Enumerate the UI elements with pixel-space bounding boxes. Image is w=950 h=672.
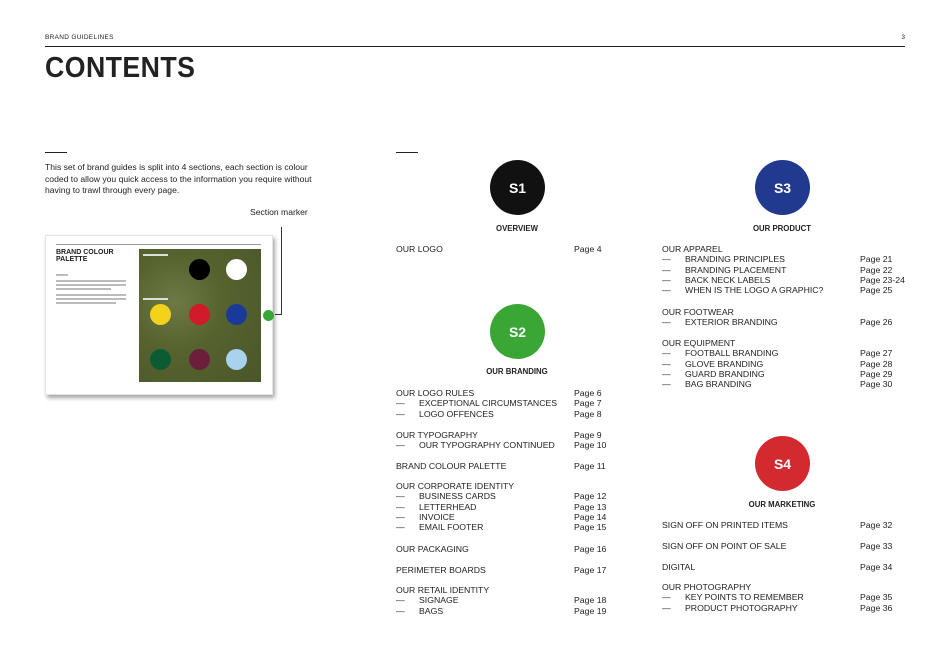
page-number: 3 bbox=[901, 34, 905, 41]
section-badge-s3[interactable]: S3 bbox=[755, 160, 810, 215]
toc-entry[interactable] bbox=[396, 491, 626, 501]
toc-entry-page: Page 13 bbox=[574, 501, 607, 512]
toc-entry[interactable] bbox=[662, 603, 912, 613]
section-badge-s2[interactable]: S2 bbox=[490, 304, 545, 359]
section-name-s2: OUR BRANDING bbox=[486, 367, 548, 376]
sample-page-thumbnail bbox=[45, 235, 273, 395]
toc-entry[interactable] bbox=[396, 481, 626, 491]
toc-group bbox=[396, 244, 626, 254]
swatch-maroon bbox=[189, 349, 210, 370]
toc-entry-label: DIGITAL bbox=[662, 562, 696, 572]
thumbnail-text-line bbox=[56, 284, 126, 286]
section-name-s4: OUR MARKETING bbox=[748, 500, 816, 509]
toc-entry-page bbox=[860, 338, 912, 348]
toc-group bbox=[396, 585, 626, 616]
toc-entry-label: — EXTERIOR BRANDING bbox=[662, 317, 860, 327]
intro-text: This set of brand guides is split into 4 sections, each section is colour coded to allow you quick access to the information you require without having to trawl through every page. bbox=[45, 162, 312, 195]
toc-group bbox=[662, 244, 912, 295]
toc-entry-label: — FOOTBALL BRANDING bbox=[662, 348, 860, 358]
intro-dash bbox=[45, 152, 67, 153]
toc-entry-page: Page 17 bbox=[574, 565, 607, 575]
thumbnail-text-line bbox=[56, 288, 111, 290]
toc-entry[interactable] bbox=[396, 544, 626, 554]
toc-entry[interactable] bbox=[662, 348, 912, 358]
toc-entry-page: Page 4 bbox=[574, 244, 602, 254]
toc-entry-label: OUR CORPORATE IDENTITY bbox=[396, 481, 515, 491]
toc-entry-label: — BRANDING PLACEMENT bbox=[662, 265, 860, 275]
toc-entry-label: — INVOICE bbox=[396, 512, 574, 522]
toc-entry-label: OUR TYPOGRAPHY bbox=[396, 430, 478, 440]
toc-entry[interactable] bbox=[396, 512, 626, 522]
thumbnail-title-line1: BRAND COLOUR bbox=[56, 249, 114, 256]
toc-entry[interactable] bbox=[396, 244, 626, 254]
toc-entry-page: Page 12 bbox=[574, 491, 607, 502]
toc-entry-label: OUR RETAIL IDENTITY bbox=[396, 585, 490, 595]
toc-entry-page: Page 15 bbox=[574, 522, 607, 533]
toc-entry[interactable] bbox=[662, 275, 912, 285]
thumbnail-text-line bbox=[56, 302, 116, 304]
toc-entry-label: — GUARD BRANDING bbox=[662, 369, 860, 379]
toc-group bbox=[396, 544, 626, 554]
thumbnail-text-line bbox=[56, 298, 126, 300]
toc-entry-page: Page 36 bbox=[860, 602, 893, 613]
toc-entry[interactable] bbox=[662, 285, 912, 295]
toc-entry-page bbox=[574, 481, 626, 491]
toc-group bbox=[396, 388, 626, 419]
section-badge-s4[interactable]: S4 bbox=[755, 436, 810, 491]
toc-entry[interactable] bbox=[662, 244, 912, 254]
toc-entry-page: Page 22 bbox=[860, 264, 893, 275]
toc-entry-page bbox=[860, 307, 912, 317]
toc-entry[interactable] bbox=[396, 565, 626, 575]
toc-entry-label: — LOGO OFFENCES bbox=[396, 409, 574, 419]
toc-entry[interactable] bbox=[396, 522, 626, 532]
toc-entry-label: — BRANDING PRINCIPLES bbox=[662, 254, 860, 264]
toc-entry-label: — WHEN IS THE LOGO A GRAPHIC? bbox=[662, 285, 860, 295]
toc-entry-label: OUR EQUIPMENT bbox=[662, 338, 736, 348]
thumbnail-text-line bbox=[56, 274, 68, 276]
swatch-red bbox=[189, 304, 210, 325]
toc-entry-page: Page 35 bbox=[860, 592, 893, 603]
toc-entry-page: Page 32 bbox=[860, 520, 893, 530]
toc-entry[interactable] bbox=[396, 388, 626, 398]
toc-entry-label: SIGN OFF ON PRINTED ITEMS bbox=[662, 520, 788, 530]
toc-entry[interactable] bbox=[662, 562, 912, 572]
toc-entry-label: — GLOVE BRANDING bbox=[662, 359, 860, 369]
toc-entry-page: Page 23-24 bbox=[860, 274, 905, 285]
toc-entry[interactable] bbox=[396, 585, 626, 595]
toc-group bbox=[396, 565, 626, 575]
toc-entry-page: Page 9 bbox=[574, 430, 602, 440]
toc-entry-label: — BAG BRANDING bbox=[662, 379, 860, 389]
toc-entry-page: Page 33 bbox=[860, 541, 893, 551]
toc-entry-page: Page 10 bbox=[574, 440, 607, 451]
toc-entry[interactable] bbox=[396, 398, 626, 408]
page-title: CONTENTS bbox=[45, 52, 196, 84]
thumbnail-caption bbox=[143, 254, 168, 256]
toc-entry-page: Page 6 bbox=[574, 388, 602, 398]
toc-entry[interactable] bbox=[396, 606, 626, 616]
toc-entry-page: Page 26 bbox=[860, 317, 893, 328]
toc-entry-label: — PRODUCT PHOTOGRAPHY bbox=[662, 603, 860, 613]
toc-entry-label: — SIGNAGE bbox=[396, 595, 574, 605]
toc-entry[interactable] bbox=[396, 461, 626, 471]
toc-entry[interactable] bbox=[662, 359, 912, 369]
toc-entry-label: PERIMETER BOARDS bbox=[396, 565, 486, 575]
toc-entry-page: Page 28 bbox=[860, 358, 893, 369]
section-name-s3: OUR PRODUCT bbox=[752, 224, 812, 233]
toc-entry[interactable] bbox=[662, 369, 912, 379]
toc-entry-page: Page 8 bbox=[574, 408, 602, 419]
header-brand-guidelines: BRAND GUIDELINES bbox=[45, 34, 114, 41]
toc-entry-label: OUR FOOTWEAR bbox=[662, 307, 734, 317]
toc-group bbox=[662, 338, 912, 389]
toc-entry[interactable] bbox=[396, 595, 626, 605]
toc-group bbox=[396, 430, 626, 451]
toc-entry-page: Page 34 bbox=[860, 562, 893, 572]
toc-entry[interactable] bbox=[662, 582, 912, 592]
toc-entry-page: Page 19 bbox=[574, 605, 607, 616]
toc-group bbox=[662, 541, 912, 551]
toc-entry[interactable] bbox=[662, 520, 912, 530]
toc-group bbox=[662, 582, 912, 613]
toc-entry-page: Page 18 bbox=[574, 595, 607, 606]
toc-entry[interactable] bbox=[662, 338, 912, 348]
toc-entry[interactable] bbox=[396, 440, 626, 450]
toc-entry[interactable] bbox=[396, 430, 626, 440]
header-rule bbox=[45, 46, 905, 47]
toc-group bbox=[662, 307, 912, 328]
toc-entry[interactable] bbox=[662, 592, 912, 602]
toc-group bbox=[662, 562, 912, 572]
toc-entry-label: — BUSINESS CARDS bbox=[396, 491, 574, 501]
toc-entry[interactable] bbox=[396, 502, 626, 512]
marker-leader-line bbox=[281, 227, 282, 314]
toc-entry-page: Page 27 bbox=[860, 348, 893, 359]
swatch-light-blue bbox=[226, 349, 247, 370]
toc-entry-label: — BACK NECK LABELS bbox=[662, 275, 860, 285]
swatch-dark-green bbox=[150, 349, 171, 370]
toc-entry[interactable] bbox=[396, 409, 626, 419]
thumbnail-rule bbox=[56, 244, 261, 245]
toc-entry-page: Page 25 bbox=[860, 285, 893, 296]
contents-dash bbox=[396, 152, 418, 153]
toc-entry-page: Page 21 bbox=[860, 254, 893, 265]
marker-leader-tick bbox=[275, 314, 282, 315]
thumbnail-grass-image bbox=[139, 249, 261, 382]
toc-entry-label: OUR PHOTOGRAPHY bbox=[662, 582, 752, 592]
toc-entry[interactable] bbox=[662, 317, 912, 327]
toc-entry[interactable] bbox=[662, 307, 912, 317]
swatch-black bbox=[189, 259, 210, 280]
toc-entry-page: Page 30 bbox=[860, 379, 893, 390]
section-name-s1: OVERVIEW bbox=[496, 224, 538, 233]
toc-entry-page: Page 7 bbox=[574, 398, 602, 409]
swatch-white bbox=[226, 259, 247, 280]
thumbnail-title bbox=[56, 249, 114, 263]
toc-group bbox=[396, 481, 626, 532]
toc-entry-label: OUR LOGO RULES bbox=[396, 388, 475, 398]
section-marker-tab bbox=[263, 310, 274, 321]
toc-entry-label: OUR PACKAGING bbox=[396, 544, 469, 554]
toc-entry-label: — OUR TYPOGRAPHY CONTINUED bbox=[396, 440, 574, 450]
toc-entry-page bbox=[574, 585, 626, 595]
toc-entry-page: Page 11 bbox=[574, 461, 606, 471]
toc-group bbox=[662, 520, 912, 530]
toc-entry-label: BRAND COLOUR PALETTE bbox=[396, 461, 507, 471]
toc-entry[interactable] bbox=[662, 265, 912, 275]
swatch-yellow bbox=[150, 304, 171, 325]
toc-entry-label: — BAGS bbox=[396, 606, 574, 616]
toc-entry-page: Page 29 bbox=[860, 368, 893, 379]
toc-entry[interactable] bbox=[662, 379, 912, 389]
toc-entry-label: OUR APPAREL bbox=[662, 244, 723, 254]
toc-entry-page: Page 16 bbox=[574, 544, 607, 554]
thumbnail-title-line2: PALETTE bbox=[56, 256, 88, 263]
toc-entry-label: OUR LOGO bbox=[396, 244, 443, 254]
toc-entry-page: Page 14 bbox=[574, 511, 607, 522]
toc-entry-label: SIGN OFF ON POINT OF SALE bbox=[662, 541, 787, 551]
toc-entry-label: — EMAIL FOOTER bbox=[396, 522, 574, 532]
section-badge-s1[interactable]: S1 bbox=[490, 160, 545, 215]
toc-entry-page bbox=[860, 582, 912, 592]
section-marker-label: Section marker bbox=[250, 207, 308, 217]
thumbnail-caption bbox=[143, 298, 168, 300]
thumbnail-text-line bbox=[56, 280, 126, 282]
toc-entry-label: — LETTERHEAD bbox=[396, 502, 574, 512]
toc-group bbox=[396, 461, 626, 471]
toc-entry[interactable] bbox=[662, 254, 912, 264]
thumbnail-text-line bbox=[56, 294, 126, 296]
toc-entry-label: — EXCEPTIONAL CIRCUMSTANCES bbox=[396, 398, 574, 408]
toc-entry-label: — KEY POINTS TO REMEMBER bbox=[662, 592, 860, 602]
toc-entry[interactable] bbox=[662, 541, 912, 551]
swatch-blue bbox=[226, 304, 247, 325]
toc-entry-page bbox=[860, 244, 912, 254]
